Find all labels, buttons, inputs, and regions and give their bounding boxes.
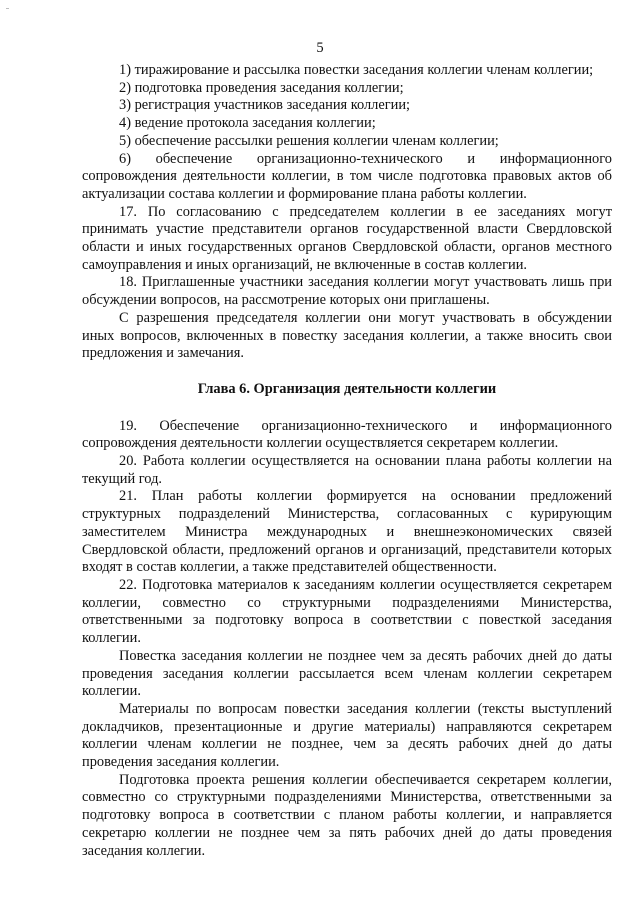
list-item-3: 3) регистрация участников заседания коллегии; bbox=[119, 97, 411, 114]
scan-mark bbox=[6, 8, 9, 9]
clause-22-draft-decision: Подготовка проекта решения коллегии обеспечивается секретарем коллегии, совместно со структурными подразделениями Министерства, ответственными за подготовку вопроса в соответствии с планом работы коллегии, и направляется секретарю коллегии не позднее чем за пять рабочих дней до даты проведения заседания коллегии. bbox=[82, 771, 612, 859]
page-number: 5 bbox=[316, 40, 324, 56]
list-item-5: 5) обеспечение рассылки решения коллегии членам коллегии; bbox=[119, 132, 499, 149]
clause-20: 20. Работа коллегии осуществляется на основании плана работы коллегии на текущий год. bbox=[82, 453, 612, 487]
document-body bbox=[82, 62, 612, 860]
list-item-1: 1) тиражирование и рассылка повестки заседания коллегии членам коллегии; bbox=[119, 62, 594, 78]
clause-22: 22. Подготовка материалов к заседаниям коллегии осуществляется секретарем коллегии, совместно со структурными подразделениями Министерства, ответственными за подготовку вопроса в соответствии с повесткой заседания коллегии. bbox=[82, 576, 612, 647]
clause-21: 21. План работы коллегии формируется на основании предложений структурных подразделений Министерства, согласованных с курирующим заместителем Министра международных и внешнеэкономических связей Свердловской области, предложений органов и организаций, представители которых входят в состав коллегии, а также представителей общественности. bbox=[82, 488, 612, 576]
list-item-2: 2) подготовка проведения заседания коллегии; bbox=[119, 79, 404, 96]
list-item-4: 4) ведение протокола заседания коллегии; bbox=[119, 115, 376, 132]
list-item-6: 6) обеспечение организационно-технического и информационного сопровождения деятельности коллегии, в том числе подготовка правовых актов об актуализации состава коллегии и формирование плана работы коллегии. bbox=[82, 150, 612, 202]
clause-19: 19. Обеспечение организационно-технического и информационного сопровождения деятельности коллегии осуществляется секретарем коллегии. bbox=[82, 417, 612, 452]
clause-18-continuation: С разрешения председателя коллегии они могут участвовать в обсуждении иных вопросов, включенных в повестку заседания коллегии, а также вносить свои предложения и замечания. bbox=[82, 309, 612, 362]
clause-17: 17. По согласованию с председателем коллегии в ее заседаниях могут принимать участие представители органов государственной власти Свердловской области и иных государственных органов Свердловской области, органов местного самоуправления и иных организаций, не включенные в состав коллегии. bbox=[82, 203, 612, 273]
chapter-heading: Глава 6. Организация деятельности коллегии bbox=[197, 380, 497, 397]
clause-22-materials: Материалы по вопросам повестки заседания коллегии (тексты выступлений докладчиков, презентационные и другие материалы) направляются секретарем коллегии членам коллегии не позднее, чем за десять рабочих дней до даты проведения заседания коллегии. bbox=[82, 700, 612, 771]
clause-18: 18. Приглашенные участники заседания коллегии могут участвовать лишь при обсуждении вопросов, на рассмотрение которых они приглашены. bbox=[82, 274, 612, 309]
clause-22-agenda: Повестка заседания коллегии не позднее чем за десять рабочих дней до даты проведения заседания коллегии рассылается всем членам коллегии секретарем коллегии. bbox=[82, 647, 612, 700]
